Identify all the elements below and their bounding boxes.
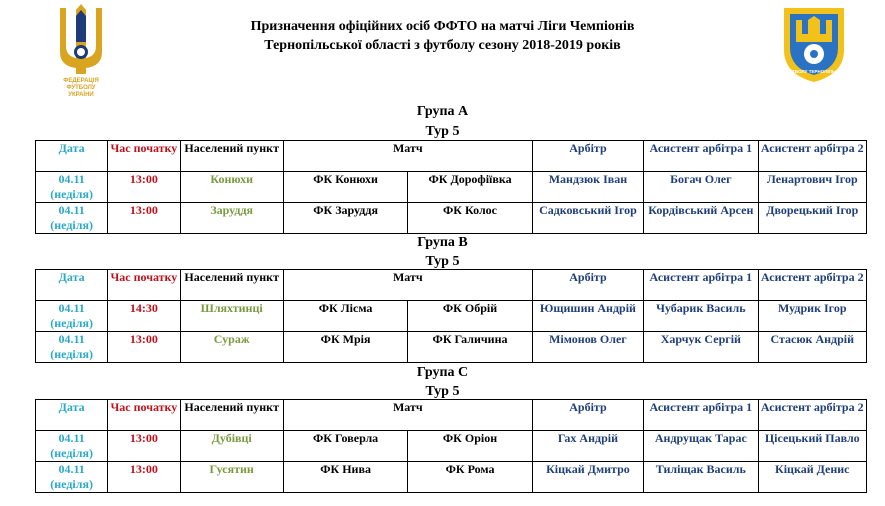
table-row (36, 172, 867, 203)
match-date: 04.11 (неділя) (36, 431, 108, 462)
home-team: ФК Конюхи (283, 172, 407, 203)
group-round: Тур 5 (425, 384, 460, 399)
away-team: ФК Колос (408, 203, 532, 234)
header-assistant-2: Асистент арбітра 2 (758, 270, 866, 301)
header-time: Час початку (108, 400, 180, 431)
away-team: ФК Галичина (408, 332, 532, 363)
away-team: ФК Обрій (408, 301, 532, 332)
header-assistant-1: Асистент арбітра 1 (644, 141, 758, 172)
match-place: Сураж (180, 332, 283, 363)
match-date: 04.11 (неділя) (36, 172, 108, 203)
match-date: 04.11 (неділя) (36, 203, 108, 234)
match-time: 13:00 (108, 431, 180, 462)
header-referee: Арбітр (532, 141, 643, 172)
away-team: ФК Дорофіївка (408, 172, 532, 203)
header-assistant-1: Асистент арбітра 1 (644, 400, 758, 431)
table-row (36, 301, 867, 332)
group-round: Тур 5 (425, 124, 460, 139)
header-place: Населений пункт (180, 141, 283, 172)
assistant-2-name: Дворецький Ігор (758, 203, 866, 234)
table-row (36, 332, 867, 363)
match-place: Конюхи (180, 172, 283, 203)
header-date: Дата (36, 141, 108, 172)
header-match: Матч (283, 270, 532, 301)
table-row (36, 203, 867, 234)
match-date: 04.11 (неділя) (36, 301, 108, 332)
home-team: ФК Нива (283, 462, 407, 493)
title-line-2: Тернопільської області з футболу сезону 2018-2019 років (264, 38, 621, 53)
schedule-table (35, 140, 867, 234)
assistant-1-name: Тиліщак Василь (644, 462, 758, 493)
match-time: 13:00 (108, 332, 180, 363)
header-referee: Арбітр (532, 400, 643, 431)
assistant-1-name: Чубарик Василь (644, 301, 758, 332)
away-team: ФК Оріон (408, 431, 532, 462)
assistant-2-name: Мудрик Ігор (758, 301, 866, 332)
svg-text:УКРАЇНИ: УКРАЇНИ (68, 92, 94, 98)
match-time: 14:30 (108, 301, 180, 332)
header-time: Час початку (108, 141, 180, 172)
table-header-row (36, 141, 867, 172)
header-place: Населений пункт (180, 270, 283, 301)
assistant-1-name: Харчук Сергій (644, 332, 758, 363)
referee-name: Кіцкай Дмитро (532, 462, 643, 493)
assistant-1-name: Кордівський Арсен (644, 203, 758, 234)
header-time: Час початку (108, 270, 180, 301)
match-time: 13:00 (108, 203, 180, 234)
home-team: ФК Говерла (283, 431, 407, 462)
assistant-2-name: Ленартович Ігор (758, 172, 866, 203)
svg-text:ФУТБОЛУ: ФУТБОЛУ (66, 85, 96, 91)
match-date: 04.11 (неділя) (36, 332, 108, 363)
match-time: 13:00 (108, 462, 180, 493)
referee-name: Садковський Ігор (532, 203, 643, 234)
header-date: Дата (36, 400, 108, 431)
schedule-table (35, 269, 867, 363)
header-referee: Арбітр (532, 270, 643, 301)
home-team: ФК Мрія (283, 332, 407, 363)
table-row (36, 431, 867, 462)
table-header-row (36, 270, 867, 301)
header-date: Дата (36, 270, 108, 301)
document-title (0, 17, 885, 55)
header-assistant-2: Асистент арбітра 2 (758, 141, 866, 172)
header-match: Матч (283, 141, 532, 172)
header-match: Матч (283, 400, 532, 431)
assistant-1-name: Богач Олег (644, 172, 758, 203)
schedule-table (35, 399, 867, 493)
group-round: Тур 5 (425, 254, 460, 269)
svg-text:ФЕДЕРАЦІЯ: ФЕДЕРАЦІЯ (63, 78, 99, 84)
assistant-2-name: Цісецький Павло (758, 431, 866, 462)
match-place: Заруддя (180, 203, 283, 234)
referee-name: Мандзюк Іван (532, 172, 643, 203)
assistant-1-name: Андрущак Тарас (644, 431, 758, 462)
referee-name: Ющишин Андрій (532, 301, 643, 332)
match-date: 04.11 (неділя) (36, 462, 108, 493)
referee-name: Мімонов Олег (532, 332, 643, 363)
header-place: Населений пункт (180, 400, 283, 431)
assistant-2-name: Кіцкай Денис (758, 462, 866, 493)
home-team: ФК Заруддя (283, 203, 407, 234)
home-team: ФК Лісма (283, 301, 407, 332)
match-place: Дубівці (180, 431, 283, 462)
header-assistant-2: Асистент арбітра 2 (758, 400, 866, 431)
assistant-2-name: Стасюк Андрій (758, 332, 866, 363)
table-header-row (36, 400, 867, 431)
match-place: Гусятин (180, 462, 283, 493)
header-assistant-1: Асистент арбітра 1 (644, 270, 758, 301)
group-name: Група С (416, 365, 469, 380)
referee-name: Гах Андрій (532, 431, 643, 462)
group-name: Група А (416, 104, 469, 119)
match-place: Шляхтинці (180, 301, 283, 332)
away-team: ФК Рома (408, 462, 532, 493)
match-time: 13:00 (108, 172, 180, 203)
table-row (36, 462, 867, 493)
title-line-1: Призначення офіційних осіб ФФТО на матчі Ліги Чемпіонів (250, 19, 635, 34)
group-name: Група В (417, 235, 468, 250)
svg-text:ФЕДЕРАЦІЯ ФУТБОЛУ ТЕРНОПІЛЬСЬК: ФЕДЕРАЦІЯ ФУТБОЛУ ТЕРНОПІЛЬСЬКОЇ ОБЛАСТІ (757, 69, 871, 74)
